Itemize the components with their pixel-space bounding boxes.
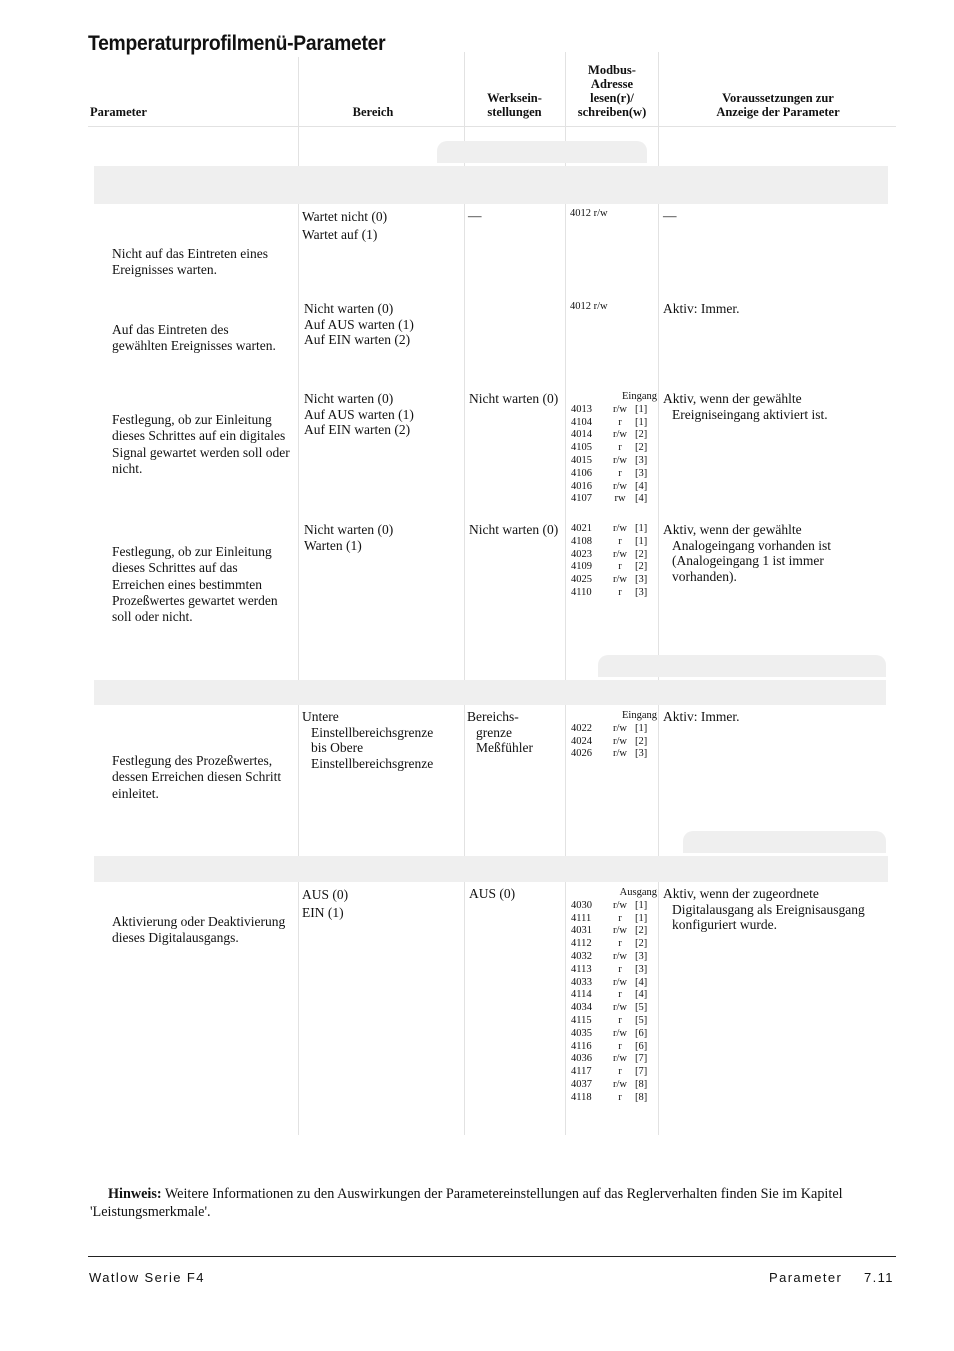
register-address: 4014	[571, 429, 592, 441]
register-row	[571, 1079, 657, 1092]
register-address: 4116	[571, 1040, 592, 1052]
register-row	[571, 964, 657, 977]
register-row	[571, 523, 655, 536]
register-address: 4034	[571, 1002, 592, 1014]
register-row	[571, 951, 657, 964]
register-access: r/w	[613, 735, 627, 747]
register-address: 4104	[571, 416, 592, 428]
register-address: 4026	[571, 748, 592, 760]
row-6-modbus	[571, 887, 657, 1105]
register-index: [4]	[635, 480, 648, 492]
register-address: 4036	[571, 1053, 592, 1065]
row-1-modbus: 4012 r/w	[570, 208, 608, 219]
register-address: 4105	[571, 442, 592, 454]
register-row	[571, 900, 657, 913]
register-index: [2]	[635, 429, 648, 441]
modbus-header: Eingang	[622, 391, 657, 402]
row-3-range: Nicht warten (0) Auf AUS warten (1) Auf EIN warten (2)	[304, 391, 414, 438]
register-address: 4021	[571, 523, 592, 534]
register-address: 4110	[571, 586, 592, 598]
register-address: 4108	[571, 535, 592, 547]
register-index: [4]	[635, 976, 648, 988]
register-row	[571, 1002, 657, 1015]
register-access: r/w	[613, 1002, 627, 1014]
register-row	[571, 748, 657, 761]
row-4-condition: Aktiv, wenn der gewählte Analogeingang vorhanden ist (Analogeingang 1 ist immer vorhanden).	[663, 522, 831, 584]
register-access: r/w	[613, 480, 627, 492]
row-6-range: AUS (0) EIN (1)	[302, 887, 349, 920]
register-access: r/w	[613, 976, 627, 988]
section-tab	[683, 831, 886, 853]
row-2-description: Auf das Eintreten des gewählten Ereignisses warten.	[112, 322, 276, 354]
row-5-condition: Aktiv: Immer.	[663, 709, 740, 724]
register-access: r	[618, 467, 622, 479]
footer-brand: Watlow Serie F4	[89, 1270, 205, 1285]
register-address: 4031	[571, 925, 592, 937]
row-3-modbus	[571, 391, 657, 506]
row-3-default: Nicht warten (0)	[469, 391, 559, 406]
register-row	[571, 404, 657, 417]
register-address: 4035	[571, 1027, 592, 1039]
register-access: r	[618, 963, 622, 975]
register-row	[571, 723, 657, 736]
register-address: 4015	[571, 454, 592, 466]
register-row	[571, 938, 657, 951]
register-row	[571, 925, 657, 938]
row-2-modbus: 4012 r/w	[570, 301, 608, 312]
register-index: [8]	[635, 1091, 648, 1103]
register-index: [1]	[635, 899, 648, 911]
register-address: 4024	[571, 735, 592, 747]
register-index: [1]	[635, 535, 648, 547]
register-index: [7]	[635, 1066, 648, 1078]
register-address: 4033	[571, 976, 592, 988]
register-row	[571, 417, 657, 430]
register-address: 4023	[571, 548, 592, 560]
register-access: r/w	[613, 722, 627, 734]
register-row	[571, 574, 655, 587]
header-voraussetzungen: Voraussetzungen zur Anzeige der Parameter	[716, 91, 840, 119]
register-address: 4117	[571, 1066, 592, 1078]
row-6-condition: Aktiv, wenn der zugeordnete Digitalausgang als Ereignisausgang konfiguriert wurde.	[663, 886, 865, 933]
register-list	[571, 404, 657, 506]
register-access: r	[618, 1091, 622, 1103]
register-index: [3]	[635, 574, 648, 586]
register-access: r	[618, 561, 622, 573]
register-address: 4016	[571, 480, 592, 492]
register-index: [3]	[635, 586, 648, 598]
register-row	[571, 1066, 657, 1079]
register-row	[571, 1028, 657, 1041]
section-tab	[598, 655, 886, 677]
row-4-description: Festlegung, ob zur Einleitung dieses Schrittes auf das Erreichen eines bestimmten Prozeßwertes gewartet werden soll oder nicht.	[112, 544, 278, 625]
register-row	[571, 429, 657, 442]
column-divider	[464, 52, 465, 1135]
register-row	[571, 493, 657, 506]
register-access: r/w	[613, 548, 627, 560]
register-index: [4]	[635, 989, 648, 1001]
register-row	[571, 587, 655, 600]
modbus-header: Eingang	[622, 710, 657, 721]
register-index: [3]	[635, 963, 648, 975]
register-row	[571, 536, 655, 549]
register-index: [2]	[635, 735, 648, 747]
register-row	[571, 1015, 657, 1028]
section-band	[94, 166, 888, 204]
register-address: 4118	[571, 1091, 592, 1103]
register-row	[571, 989, 657, 1002]
register-address: 4032	[571, 950, 592, 962]
register-index: [4]	[635, 493, 648, 505]
register-access: r	[618, 912, 622, 924]
register-row	[571, 736, 657, 749]
register-index: [2]	[635, 442, 648, 454]
note-label: Hinweis:	[108, 1186, 162, 1202]
register-index: [2]	[635, 561, 648, 573]
register-index: [7]	[635, 1053, 648, 1065]
row-1-condition: —	[663, 208, 677, 223]
register-address: 4106	[571, 467, 592, 479]
register-index: [3]	[635, 748, 648, 760]
register-address: 4111	[571, 912, 592, 924]
register-row	[571, 977, 657, 990]
column-divider	[298, 57, 299, 1135]
header-parameter: Parameter	[90, 105, 147, 119]
row-4-modbus	[571, 523, 655, 600]
register-address: 4109	[571, 561, 592, 573]
register-row	[571, 1053, 657, 1066]
register-index: [1]	[635, 523, 648, 534]
modbus-header: Ausgang	[619, 887, 657, 898]
register-access: r	[618, 938, 622, 950]
row-5-range: Untere Einstellbereichsgrenze bis Obere Einstellbereichsgrenze	[302, 709, 434, 771]
header-werkseinstellungen: Werksein- stellungen	[487, 91, 542, 119]
register-index: [8]	[635, 1078, 648, 1090]
register-address: 4115	[571, 1014, 592, 1026]
row-1-default: —	[468, 208, 482, 223]
header-modbus: Modbus- Adresse lesen(r)/ schreiben(w)	[577, 63, 647, 119]
register-index: [2]	[635, 925, 648, 937]
register-access: r/w	[613, 574, 627, 586]
row-6-description: Aktivierung oder Deaktivierung dieses Digitalausgangs.	[112, 914, 286, 946]
register-access: r	[618, 989, 622, 1001]
register-list	[571, 523, 655, 600]
register-access: r/w	[613, 1053, 627, 1065]
register-access: r	[618, 1040, 622, 1052]
register-index: [6]	[635, 1027, 648, 1039]
row-5-default: Bereichs- grenze Meßfühler	[467, 709, 533, 756]
register-index: [3]	[635, 467, 648, 479]
register-list	[571, 723, 657, 761]
row-4-range: Nicht warten (0) Warten (1)	[304, 522, 394, 553]
register-address: 4037	[571, 1078, 592, 1090]
register-access: r/w	[613, 1078, 627, 1090]
register-index: [3]	[635, 950, 648, 962]
row-1-range: Wartet nicht (0) Wartet auf (1)	[302, 209, 388, 242]
column-divider	[658, 52, 659, 1135]
section-band	[94, 856, 888, 882]
register-row	[571, 468, 657, 481]
row-2-condition: Aktiv: Immer.	[663, 301, 740, 316]
row-3-condition: Aktiv, wenn der gewählte Ereigniseingang aktiviert ist.	[663, 391, 828, 422]
row-5-description: Festlegung des Prozeßwertes, dessen Erreichen diesen Schritt einleitet.	[112, 753, 282, 801]
register-index: [1]	[635, 403, 648, 415]
register-access: r/w	[613, 454, 627, 466]
register-address: 4114	[571, 989, 592, 1001]
register-address: 4013	[571, 403, 592, 415]
register-access: r	[618, 535, 622, 547]
register-address: 4107	[571, 493, 592, 505]
register-row	[571, 442, 657, 455]
header-divider	[88, 126, 896, 127]
register-address: 4030	[571, 899, 592, 911]
register-access: rw	[614, 493, 626, 505]
register-address: 4025	[571, 574, 592, 586]
register-index: [3]	[635, 454, 648, 466]
footer-page-number: 7.11	[864, 1270, 894, 1285]
register-index: [2]	[635, 548, 648, 560]
register-address: 4022	[571, 722, 592, 734]
register-access: r/w	[613, 925, 627, 937]
register-access: r/w	[613, 748, 627, 760]
footer-section: Parameter	[769, 1270, 843, 1285]
section-band	[94, 680, 886, 705]
register-row	[571, 913, 657, 926]
register-index: [5]	[635, 1002, 648, 1014]
register-index: [1]	[635, 416, 648, 428]
register-access: r/w	[613, 403, 627, 415]
register-index: [5]	[635, 1014, 648, 1026]
register-index: [1]	[635, 722, 648, 734]
register-access: r	[618, 586, 622, 598]
register-address: 4112	[571, 938, 592, 950]
register-access: r	[618, 1014, 622, 1026]
header-bereich: Bereich	[352, 105, 394, 119]
register-row	[571, 455, 657, 468]
row-6-default: AUS (0)	[469, 886, 516, 901]
column-divider	[565, 52, 566, 1135]
note	[90, 1185, 890, 1221]
register-row	[571, 481, 657, 494]
section-tab	[437, 141, 647, 163]
note-text: Weitere Informationen zu den Auswirkungen der Parametereinstellungen auf das Reglerverhalten finden Sie im Kapitel 'Leistungsmerkmale'.	[90, 1186, 843, 1220]
register-access: r	[618, 416, 622, 428]
footer-rule	[88, 1256, 896, 1257]
row-3-description: Festlegung, ob zur Einleitung dieses Schrittes auf ein digitales Signal gewartet werden soll oder nicht.	[112, 412, 290, 476]
register-row	[571, 1092, 657, 1105]
register-access: r/w	[613, 429, 627, 441]
row-4-default: Nicht warten (0)	[469, 522, 559, 537]
register-row	[571, 561, 655, 574]
register-access: r/w	[613, 523, 627, 534]
register-access: r/w	[613, 899, 627, 911]
row-5-modbus	[571, 710, 657, 761]
register-access: r/w	[613, 950, 627, 962]
register-index: [1]	[635, 912, 648, 924]
page-title: Temperaturprofilmenü-Parameter	[88, 32, 386, 55]
register-access: r/w	[613, 1027, 627, 1039]
register-access: r	[618, 1066, 622, 1078]
register-row	[571, 549, 655, 562]
register-index: [6]	[635, 1040, 648, 1052]
register-access: r	[618, 442, 622, 454]
register-index: [2]	[635, 938, 648, 950]
row-1-description: Nicht auf das Eintreten eines Ereignisses warten.	[112, 246, 268, 278]
row-2-range: Nicht warten (0) Auf AUS warten (1) Auf EIN warten (2)	[304, 301, 414, 348]
register-list	[571, 900, 657, 1105]
register-row	[571, 1041, 657, 1054]
register-address: 4113	[571, 963, 592, 975]
